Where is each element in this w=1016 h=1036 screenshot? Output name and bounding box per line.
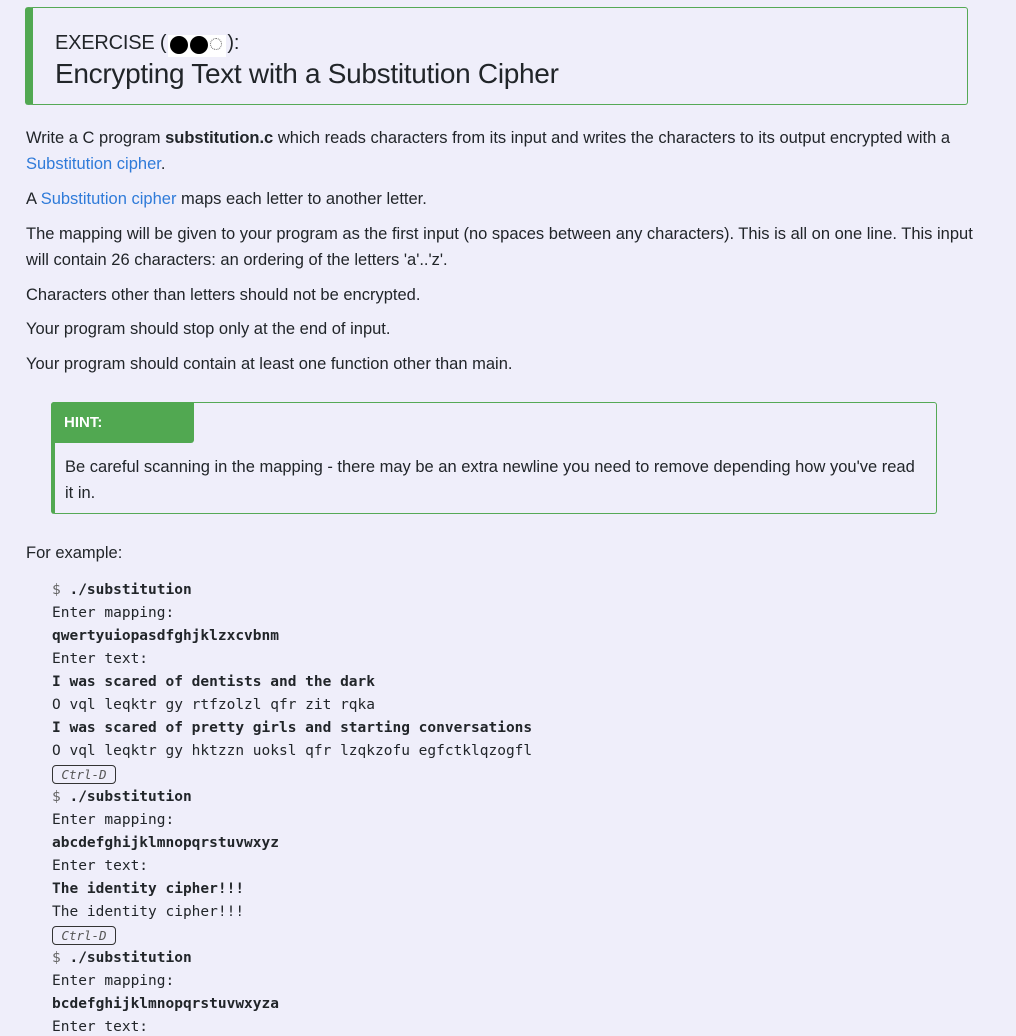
terminal-command <box>52 581 192 599</box>
text: . <box>160 155 166 173</box>
terminal-input: qwertyuiopasdfghjklzxcvbnm <box>52 628 279 644</box>
terminal-command <box>52 949 192 967</box>
terminal-output: Enter text: <box>52 651 149 667</box>
text: maps each letter to another letter. <box>176 190 427 208</box>
terminal-input: I was scared of pretty girls and starting conversations <box>52 720 533 736</box>
text: A <box>26 190 41 208</box>
shell-prompt: $ <box>52 950 70 966</box>
terminal-output: O vql leqktr gy rtfzolzl qfr zit rqka <box>52 697 376 713</box>
intro-paragraph-6: Your program should contain at least one function other than main. <box>26 355 513 373</box>
exercise-label-text: EXERCISE <box>55 32 155 54</box>
intro-paragraph-3: The mapping will be given to your program as the first input (no spaces between any characters). This is all on one line. This input will contain 26 characters: an ordering of the letters 'a'..'z'. <box>26 225 973 269</box>
shell-prompt: $ <box>52 582 70 598</box>
hint-header: HINT: <box>51 402 194 443</box>
hint-box <box>51 402 937 514</box>
text: Write a C program <box>26 129 166 147</box>
paren-close: ): <box>227 32 240 54</box>
shell-prompt: $ <box>52 789 70 805</box>
command-text: ./substitution <box>69 950 192 966</box>
terminal-output: O vql leqktr gy hktzzn uoksl qfr lzqkzofu egfctklqzogfl <box>52 743 533 759</box>
exercise-title: Encrypting Text with a Substitution Cipher <box>55 58 559 89</box>
terminal-input: abcdefghijklmnopqrstuvwxyz <box>52 835 279 851</box>
terminal-output: Enter mapping: <box>52 973 175 989</box>
intro-paragraph-1 <box>26 125 976 177</box>
hint-text: Be careful scanning in the mapping - there may be an extra newline you need to remove depending how you've read it in. <box>65 458 915 502</box>
intro-paragraph-4: Characters other than letters should not be encrypted. <box>26 286 421 304</box>
command-text: ./substitution <box>69 582 192 598</box>
substitution-cipher-link[interactable]: Substitution cipher <box>40 190 177 208</box>
terminal-output: The identity cipher!!! <box>52 904 245 920</box>
exercise-header-box <box>25 7 968 105</box>
difficulty-empty-dot-icon <box>210 38 222 50</box>
difficulty-filled-dot-icon <box>170 36 188 54</box>
ctrl-d-key: Ctrl-D <box>52 926 116 945</box>
terminal-input: bcdefghijklmnopqrstuvwxyza <box>52 996 279 1012</box>
terminal-output: Enter mapping: <box>52 605 175 621</box>
difficulty-filled-dot-icon <box>190 36 208 54</box>
terminal-output: Enter text: <box>52 1019 149 1035</box>
intro-paragraph-2 <box>26 186 976 212</box>
intro-paragraph-5: Your program should stop only at the end of input. <box>26 320 391 338</box>
terminal-input: The identity cipher!!! <box>52 881 245 897</box>
command-text: ./substitution <box>69 789 192 805</box>
program-filename: substitution.c <box>165 129 274 147</box>
terminal-output: Enter text: <box>52 858 149 874</box>
terminal-output: Enter mapping: <box>52 812 175 828</box>
exercise-label <box>55 32 239 57</box>
text: which reads characters from its input and writes the characters to its output encrypted with a <box>273 129 951 147</box>
paren-open: ( <box>159 32 167 54</box>
terminal-command <box>52 788 192 806</box>
ctrl-d-key: Ctrl-D <box>52 765 116 784</box>
example-label: For example: <box>26 544 123 562</box>
substitution-cipher-link[interactable]: Substitution cipher <box>26 155 161 173</box>
terminal-input: I was scared of dentists and the dark <box>52 674 376 690</box>
difficulty-rating <box>168 35 226 57</box>
